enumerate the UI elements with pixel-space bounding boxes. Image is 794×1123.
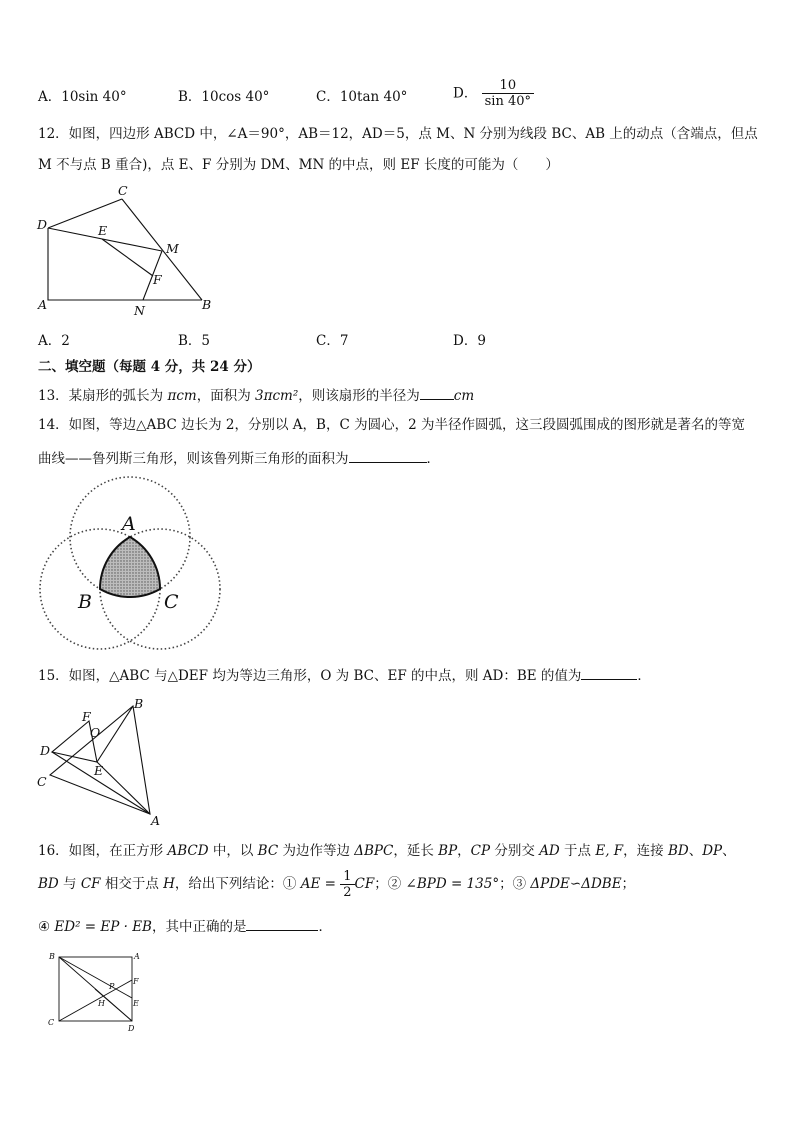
q12-label-n: N [134, 303, 145, 318]
q15-label-b: B [134, 696, 144, 711]
q16-label-a: A [134, 952, 140, 961]
q13-answer-blank[interactable] [420, 385, 454, 400]
q16-label-f: F [133, 977, 139, 986]
q16-label-p: P [109, 982, 115, 991]
q11-option-c: C．10tan 40° [316, 89, 408, 105]
q16-stem-line3: ④ ED² = EP · EB，其中正确的是 ． [38, 916, 332, 936]
q13-stem: 13．某扇形的弧长为 πcm，面积为 3πcm²，则该扇形的半径为 cm [38, 385, 474, 405]
q16-label-c: C [48, 1018, 55, 1027]
q15-figure [30, 692, 170, 832]
q14-stem-line1: 14．如图，等边△ABC 边长为 2，分别以 A，B，C 为圆心，2 为半径作圆弧，这三段圆弧围成的图形就是著名的等宽 [38, 417, 745, 433]
q16-stem-line1: 16．如图，在正方形 ABCD 中，以 BC 为边作等边 ΔBPC，延长 BP，CP 分别交 AD 于点 E, F，连接 BD、DP、 [38, 843, 736, 859]
q15-stem: 15．如图，△ABC 与△DEF 均为等边三角形，O 为 BC、EF 的中点，则 AD：BE 的值为 ． [38, 665, 651, 685]
q14-stem-line2: 曲线——鲁列斯三角形，则该鲁列斯三角形的面积为 ． [38, 448, 440, 468]
q12-stem-line2: M 不与点 B 重合)，点 E、F 分别为 DM、MN 的中点，则 EF 长度的可能为（ ） [38, 157, 559, 173]
q12-side-cb [122, 199, 202, 300]
q16-label-e: E [133, 999, 139, 1008]
q14-figure [36, 470, 226, 650]
q16-fraction-half: $\frac{1}{2}$ [340, 869, 354, 900]
q11-option-d: D． $\frac{10}{\sin 40^\circ}$ [453, 78, 534, 109]
q12-side-dc [48, 199, 122, 228]
q16-label-b: B [49, 952, 55, 961]
q12-side-da-ab [48, 228, 202, 300]
q11-option-a: A．10sin 40° [38, 89, 127, 105]
q12-option-b: B．5 [178, 333, 211, 349]
q14-answer-blank[interactable] [349, 448, 427, 463]
q12-option-c: C．7 [316, 333, 349, 349]
q14-label-a: A [122, 513, 136, 535]
q11-option-d-fraction: $\frac{10}{\sin 40^\circ}$ [482, 78, 534, 109]
q15-label-c: C [37, 774, 47, 789]
q12-stem-line1: 12．如图，四边形 ABCD 中，∠A＝90°，AB＝12，AD＝5，点 M、N 分别为线段 BC、AB 上的动点（含端点，但点 [38, 126, 758, 142]
q15-label-e: E [94, 763, 104, 778]
q12-label-c: C [118, 183, 128, 198]
q15-label-o: O [90, 725, 101, 740]
q11-option-b: B．10cos 40° [178, 89, 270, 105]
q16-segment-be [59, 957, 132, 998]
q16-label-d: D [128, 1024, 135, 1033]
q16-answer-blank[interactable] [246, 916, 318, 931]
q15-segment-ea [97, 762, 150, 814]
q14-label-b: B [78, 591, 92, 613]
q15-label-f: F [82, 709, 91, 724]
q15-answer-blank[interactable] [581, 665, 637, 680]
q12-option-a: A．2 [38, 333, 70, 349]
q12-label-a: A [38, 297, 48, 312]
q12-figure [30, 180, 220, 320]
q16-segment-cf [59, 980, 132, 1021]
q12-label-f: F [153, 272, 162, 287]
q12-label-e: E [98, 223, 108, 238]
q15-label-a: A [151, 813, 161, 828]
q16-figure [40, 948, 150, 1034]
q15-segment-ad [52, 752, 150, 814]
q12-label-m: M [166, 241, 179, 256]
q14-label-c: C [164, 591, 179, 613]
q16-label-h: H [98, 999, 105, 1008]
section-title: 二、填空题（每题 4 分，共 24 分） [38, 359, 261, 375]
q15-segment-be [97, 706, 133, 762]
q12-label-d: D [37, 217, 48, 232]
q16-stem-line2: BD 与 CF 相交于点 H，给出下列结论：① AE = $\frac{1}{2}$ CF；② ∠BPD = 135°；③ ΔPDE∽ΔDBE； [38, 869, 636, 900]
q15-label-d: D [40, 743, 51, 758]
q12-label-b: B [202, 297, 212, 312]
q14-reuleaux-triangle [100, 537, 160, 597]
q12-option-d: D．9 [453, 333, 486, 349]
